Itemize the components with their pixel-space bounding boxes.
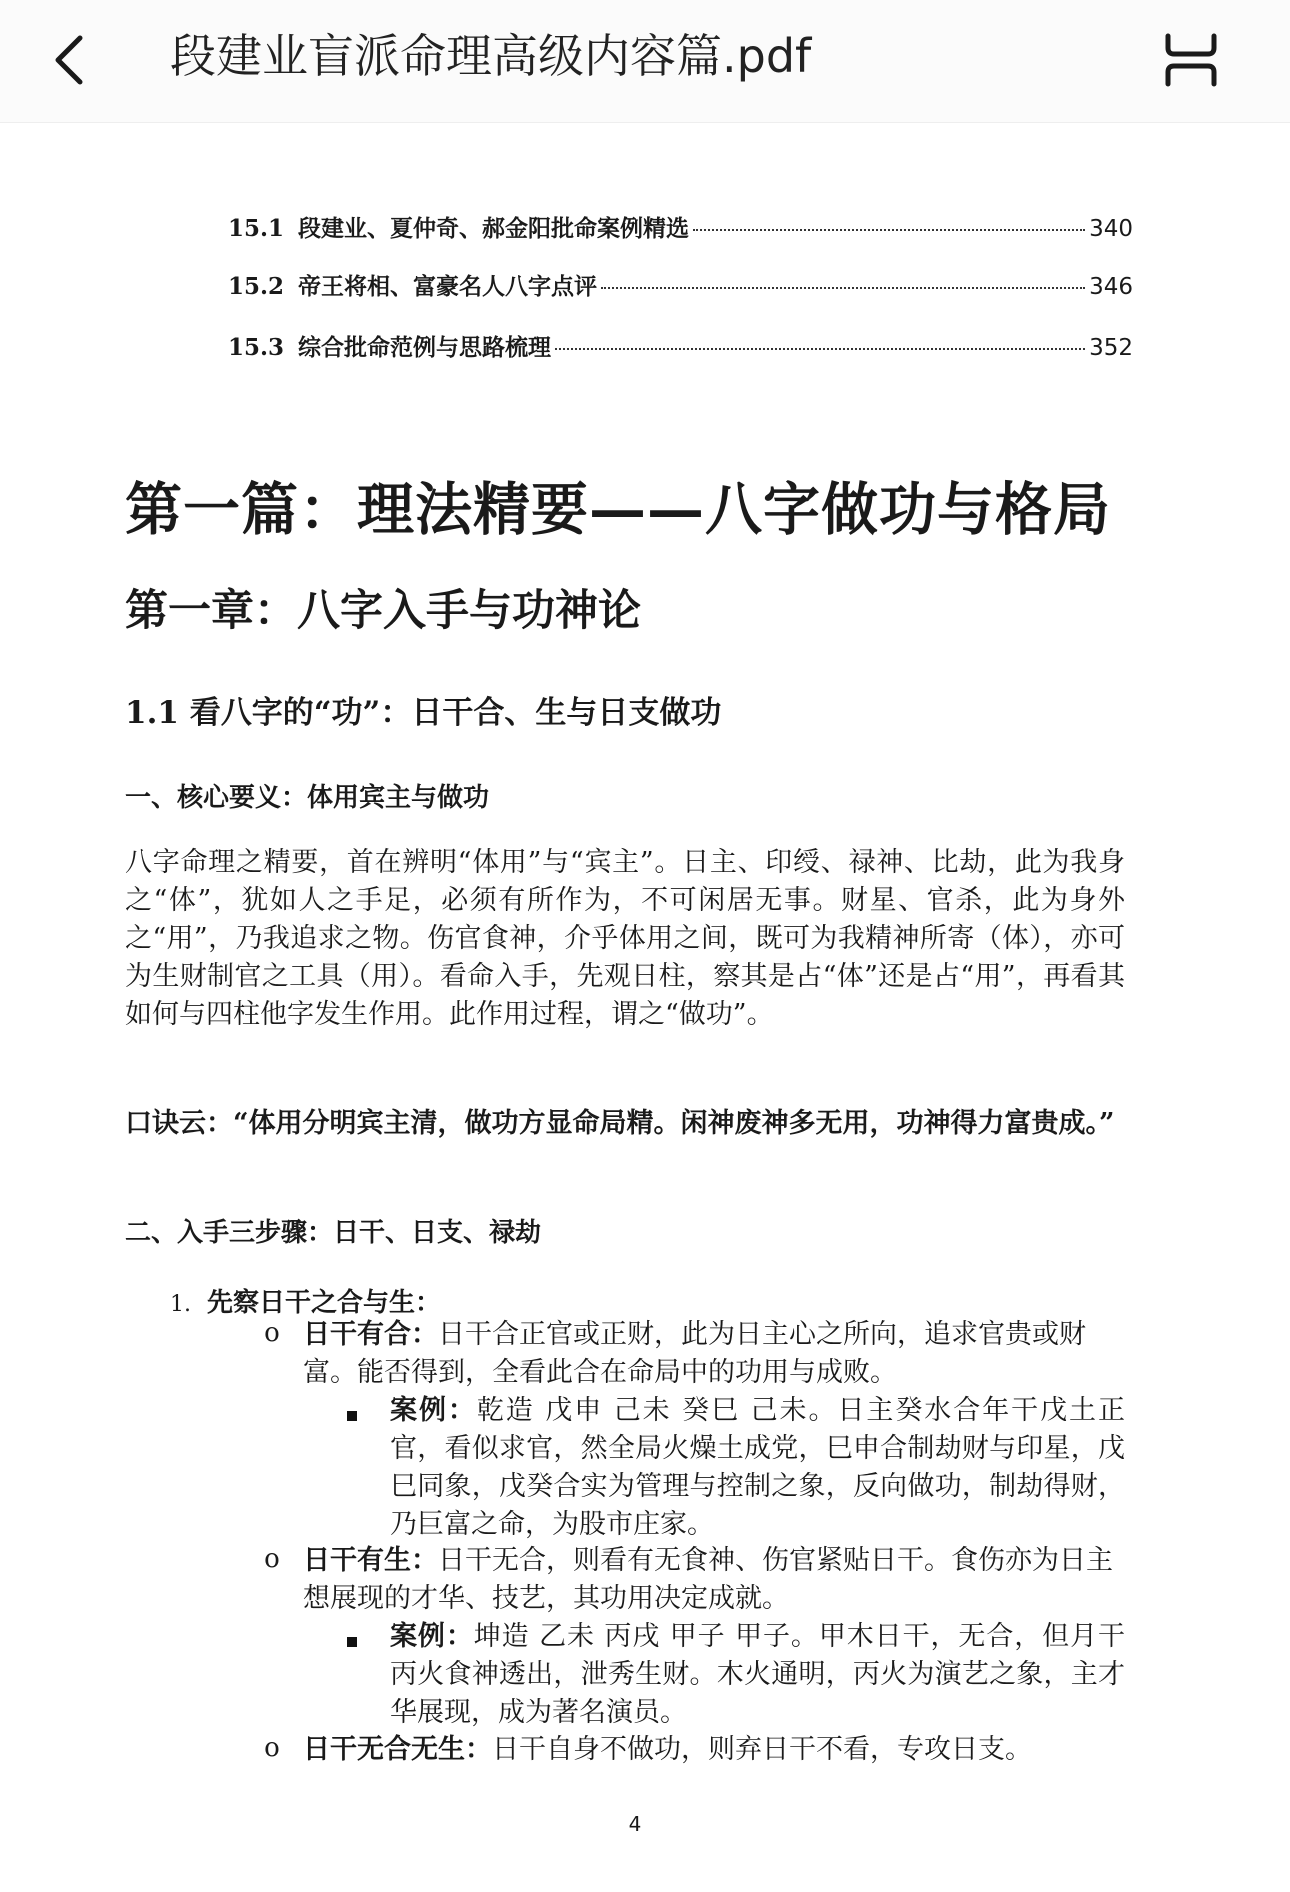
subsection-title: 二、入手三步骤：日干、日支、禄劫 — [125, 1218, 542, 1248]
toc-page-number: 352 — [1089, 335, 1133, 361]
toc-entry[interactable]: 15.2 帝王将相、富豪名人八字点评 346 — [228, 268, 1133, 301]
app-header — [0, 0, 1290, 123]
reader-menu-icon[interactable] — [1160, 30, 1222, 90]
list-item — [303, 1731, 1123, 1769]
toc-entry-label: 段建业、夏仲奇、郝金阳批命案例精选 — [298, 215, 690, 242]
list-item-text: 日干无合，则看有无食神、伤官紧贴日干。食伤亦为日主想展现的才华、技艺，其功用决定成就。 — [303, 1545, 1113, 1614]
list-item — [303, 1316, 1123, 1392]
list-number: 1. — [170, 1292, 191, 1317]
square-bullet — [347, 1637, 357, 1647]
body-paragraph: 八字命理之精要，首在辨明“体用”与“宾主”。日主、印绶、禄神、比劫，此为我身之“体”，犹如人之手足，必须有所作为，不可闲居无事。财星、官杀，此为身外之“用”，乃我追求之物。伤官食神，介乎体用之间，既可为我精神所寄（体），亦可为生财制官之工具（用）。看命入手，先观日柱，察其是占“体”还是占“用”，再看其如何与四柱他字发生作用。此作用过程，谓之“做功”。 — [125, 847, 1125, 1030]
case-example — [390, 1618, 1125, 1732]
list-item-label: 日干有生： — [303, 1545, 438, 1576]
hollow-bullet: o — [264, 1733, 280, 1763]
toc-entry-label: 综合批命范例与思路梳理 — [298, 334, 552, 361]
document-title: 段建业盲派命理高级内容篇.pdf — [170, 29, 812, 83]
case-label: 案例： — [390, 1621, 474, 1652]
list-item-text: 日干自身不做功，则弃日干不看，专攻日支。 — [492, 1734, 1032, 1765]
hollow-bullet: o — [264, 1544, 280, 1574]
toc-leader — [693, 229, 1085, 231]
case-text: 坤造 乙未 丙戌 甲子 甲子。甲木日干，无合，但月干丙火食神透出，泄秀生财。木火通明，丙火为演艺之象，主才华展现，成为著名演员。 — [390, 1621, 1125, 1728]
list-item-label: 先察日干之合与生： — [207, 1288, 442, 1318]
toc-leader — [601, 287, 1085, 289]
subsection-title: 一、核心要义：体用宾主与做功 — [125, 783, 490, 813]
chevron-left-icon[interactable] — [46, 30, 96, 90]
page-number: 4 — [628, 1812, 642, 1836]
square-bullet — [347, 1411, 357, 1421]
toc-entry-label: 帝王将相、富豪名人八字点评 — [298, 273, 598, 300]
mnemonic-quote: 口诀云：“体用分明宾主清，做功方显命局精。闲神废神多无用，功神得力富贵成。” — [125, 1108, 1115, 1139]
toc-entry[interactable]: 15.3 综合批命范例与思路梳理 352 — [228, 329, 1133, 362]
toc-page-number: 346 — [1089, 274, 1133, 300]
toc-entry[interactable]: 15.1 段建业、夏仲奇、郝金阳批命案例精选 340 — [228, 210, 1133, 243]
toc-page-number: 340 — [1089, 216, 1133, 242]
list-item-label: 日干有合： — [303, 1319, 438, 1350]
numbered-list-item — [170, 1282, 441, 1319]
list-item — [303, 1542, 1123, 1618]
section-title: 1.1 看八字的“功”：日干合、生与日支做功 — [125, 695, 722, 731]
case-text: 乾造 戊申 己未 癸巳 己未。日主癸水合年干戊土正官，看似求官，然全局火燥土成党，巳申合制劫财与印星，戊巳同象，戊癸合实为管理与控制之象，反向做功，制劫得财，乃巨富之命，为股市庄家。 — [390, 1395, 1125, 1540]
toc-leader — [555, 348, 1085, 350]
hollow-bullet: o — [264, 1318, 280, 1348]
list-item-text: 日干合正官或正财，此为日主心之所向，追求官贵或财富。能否得到，全看此合在命局中的功用与成败。 — [303, 1319, 1086, 1388]
case-example — [390, 1392, 1125, 1544]
chapter-title: 第一章：八字入手与功神论 — [125, 586, 641, 636]
pdf-page — [0, 122, 1290, 1892]
case-label: 案例： — [390, 1395, 477, 1426]
part-title: 第一篇：理法精要——八字做功与格局 — [125, 476, 1111, 543]
list-item-label: 日干无合无生： — [303, 1734, 492, 1765]
